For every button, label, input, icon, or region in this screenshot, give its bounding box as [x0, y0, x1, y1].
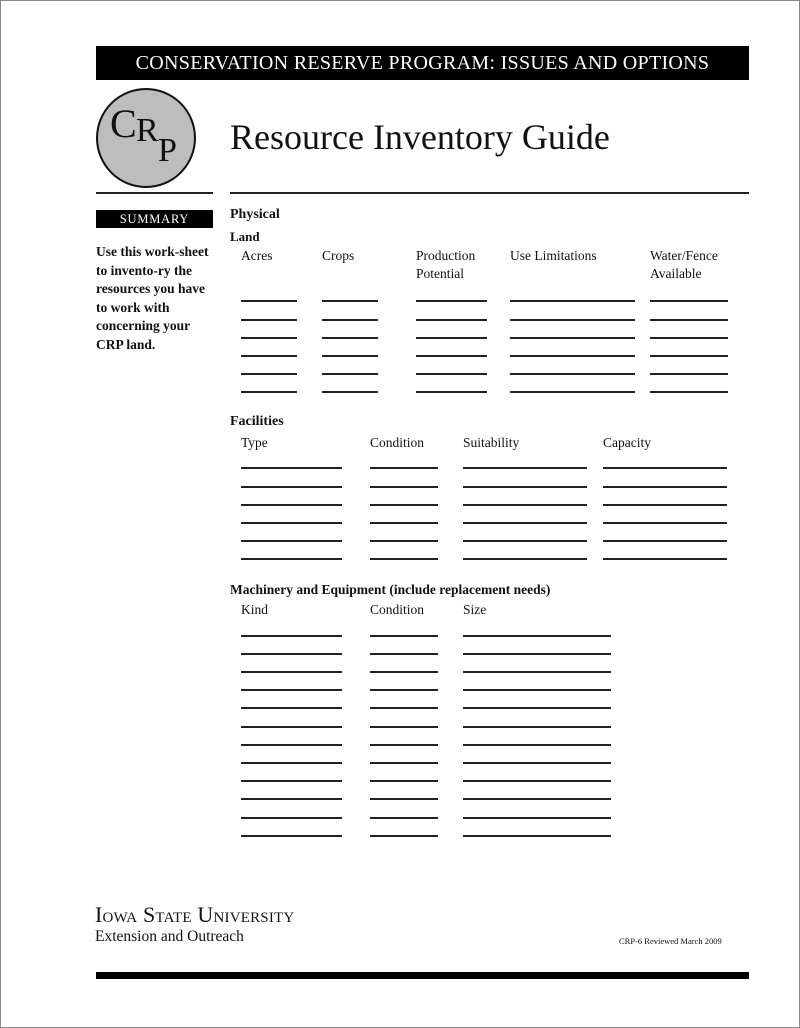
physical-lines-line: [650, 373, 728, 375]
machinery-lines-line: [370, 635, 438, 637]
facilities-lines-line: [463, 467, 587, 469]
column-suitability: Suitability: [463, 435, 520, 450]
facilities-lines-line: [241, 486, 342, 488]
physical-lines-line: [322, 355, 378, 357]
physical-lines-line: [650, 337, 728, 339]
machinery-lines-line: [463, 726, 611, 728]
machinery-lines-line: [463, 762, 611, 764]
physical-lines-line: [241, 373, 297, 375]
facilities-lines-line: [463, 486, 587, 488]
physical-lines-line: [510, 337, 635, 339]
facilities-lines-line: [370, 504, 438, 506]
machinery-lines-line: [241, 671, 342, 673]
machinery-lines-line: [370, 798, 438, 800]
summary-label: SUMMARY: [96, 210, 213, 228]
machinery-lines-line: [241, 744, 342, 746]
machinery-lines-line: [463, 744, 611, 746]
machinery-lines-line: [463, 635, 611, 637]
machinery-lines-line: [370, 762, 438, 764]
machinery-lines-line: [241, 798, 342, 800]
logo-letter-p: P: [158, 132, 177, 169]
physical-lines-line: [241, 355, 297, 357]
facilities-lines-line: [463, 558, 587, 560]
machinery-heading: Machinery and Equipment (include replacement needs): [230, 582, 551, 597]
machinery-lines-line: [241, 835, 342, 837]
machinery-lines-line: [241, 726, 342, 728]
physical-lines-line: [510, 373, 635, 375]
logo-letter-c: C: [110, 101, 137, 146]
physical-lines-line: [322, 337, 378, 339]
machinery-lines-line: [241, 762, 342, 764]
physical-lines-line: [241, 319, 297, 321]
facilities-lines-line: [463, 504, 587, 506]
facilities-lines-line: [603, 558, 727, 560]
machinery-lines-line: [463, 817, 611, 819]
machinery-lines-line: [370, 671, 438, 673]
crp-logo: [96, 88, 196, 188]
facilities-lines-line: [463, 540, 587, 542]
machinery-lines-line: [241, 653, 342, 655]
machinery-lines-line: [463, 835, 611, 837]
facilities-lines-line: [370, 558, 438, 560]
page-title: Resource Inventory Guide: [230, 117, 610, 157]
facilities-lines-line: [370, 486, 438, 488]
physical-lines-line: [650, 300, 728, 302]
physical-lines-line: [510, 319, 635, 321]
facilities-lines-line: [463, 522, 587, 524]
column-acres: Acres: [241, 248, 273, 263]
column-condition: Condition: [370, 435, 425, 450]
machinery-lines-line: [241, 780, 342, 782]
physical-lines-line: [241, 300, 297, 302]
machinery-lines-line: [241, 689, 342, 691]
machinery-lines-line: [370, 817, 438, 819]
physical-lines-line: [322, 319, 378, 321]
machinery-lines-line: [241, 707, 342, 709]
machinery-lines-line: [370, 744, 438, 746]
machinery-lines-line: [370, 689, 438, 691]
physical-lines-line: [416, 319, 487, 321]
facilities-lines-line: [241, 558, 342, 560]
machinery-lines-line: [463, 653, 611, 655]
column-type: Type: [241, 435, 268, 450]
physical-lines-line: [416, 337, 487, 339]
machinery-lines-line: [463, 798, 611, 800]
bottom-bar: [96, 972, 749, 979]
facilities-lines-line: [603, 522, 727, 524]
facilities-lines-line: [370, 522, 438, 524]
physical-lines-line: [322, 391, 378, 393]
physical-lines-line: [650, 319, 728, 321]
machinery-lines-line: [370, 726, 438, 728]
physical-lines-line: [510, 391, 635, 393]
university-unit: Extension and Outreach: [95, 928, 244, 945]
facilities-lines-line: [603, 540, 727, 542]
machinery-lines-line: [241, 635, 342, 637]
machinery-lines-line: [370, 835, 438, 837]
facilities-heading: Facilities: [230, 414, 284, 429]
machinery-lines-line: [463, 671, 611, 673]
physical-lines-line: [322, 373, 378, 375]
land-label: Land: [230, 229, 260, 244]
physical-lines-line: [416, 355, 487, 357]
physical-heading: Physical: [230, 207, 280, 222]
column-production-potential: Production Potential: [416, 248, 476, 281]
facilities-lines-line: [603, 486, 727, 488]
machinery-lines-line: [463, 707, 611, 709]
physical-lines-line: [241, 391, 297, 393]
title-divider: [230, 192, 749, 194]
facilities-lines-line: [241, 504, 342, 506]
physical-lines-line: [510, 355, 635, 357]
machinery-lines-line: [370, 707, 438, 709]
facilities-lines-line: [241, 522, 342, 524]
series-banner: CONSERVATION RESERVE PROGRAM: ISSUES AND OPTIONS: [96, 46, 749, 80]
facilities-lines-line: [241, 467, 342, 469]
column-size: Size: [463, 602, 487, 617]
publication-code: CRP-6 Reviewed March 2009: [619, 936, 722, 946]
facilities-lines-line: [370, 540, 438, 542]
physical-lines-line: [510, 300, 635, 302]
column-use-limitations: Use Limitations: [510, 248, 597, 263]
facilities-lines-line: [603, 504, 727, 506]
physical-lines-line: [650, 355, 728, 357]
logo-letter-r: R: [136, 112, 159, 149]
facilities-lines-line: [370, 467, 438, 469]
column-water-fence-available: Water/Fence Available: [650, 248, 718, 281]
left-divider: [96, 192, 213, 194]
physical-lines-line: [416, 391, 487, 393]
machinery-lines-line: [370, 653, 438, 655]
physical-lines-line: [322, 300, 378, 302]
summary-text: [96, 243, 218, 354]
column-capacity: Capacity: [603, 435, 651, 450]
facilities-lines-line: [241, 540, 342, 542]
physical-lines-line: [416, 373, 487, 375]
physical-lines-line: [650, 391, 728, 393]
machinery-lines-line: [241, 817, 342, 819]
machinery-lines-line: [463, 689, 611, 691]
column-machinery-condition: Condition: [370, 602, 425, 617]
physical-lines-line: [416, 300, 487, 302]
machinery-lines-line: [370, 780, 438, 782]
physical-lines-line: [241, 337, 297, 339]
university-name: [95, 902, 294, 928]
facilities-lines-line: [603, 467, 727, 469]
column-crops: Crops: [322, 248, 355, 263]
university-name-text: Iowa State University: [95, 902, 295, 927]
machinery-lines-line: [463, 780, 611, 782]
summary-text-body: Use this work-sheet to invento-ry the resources you have to work with concerning your CRP land.: [96, 244, 209, 352]
column-kind: Kind: [241, 602, 268, 617]
